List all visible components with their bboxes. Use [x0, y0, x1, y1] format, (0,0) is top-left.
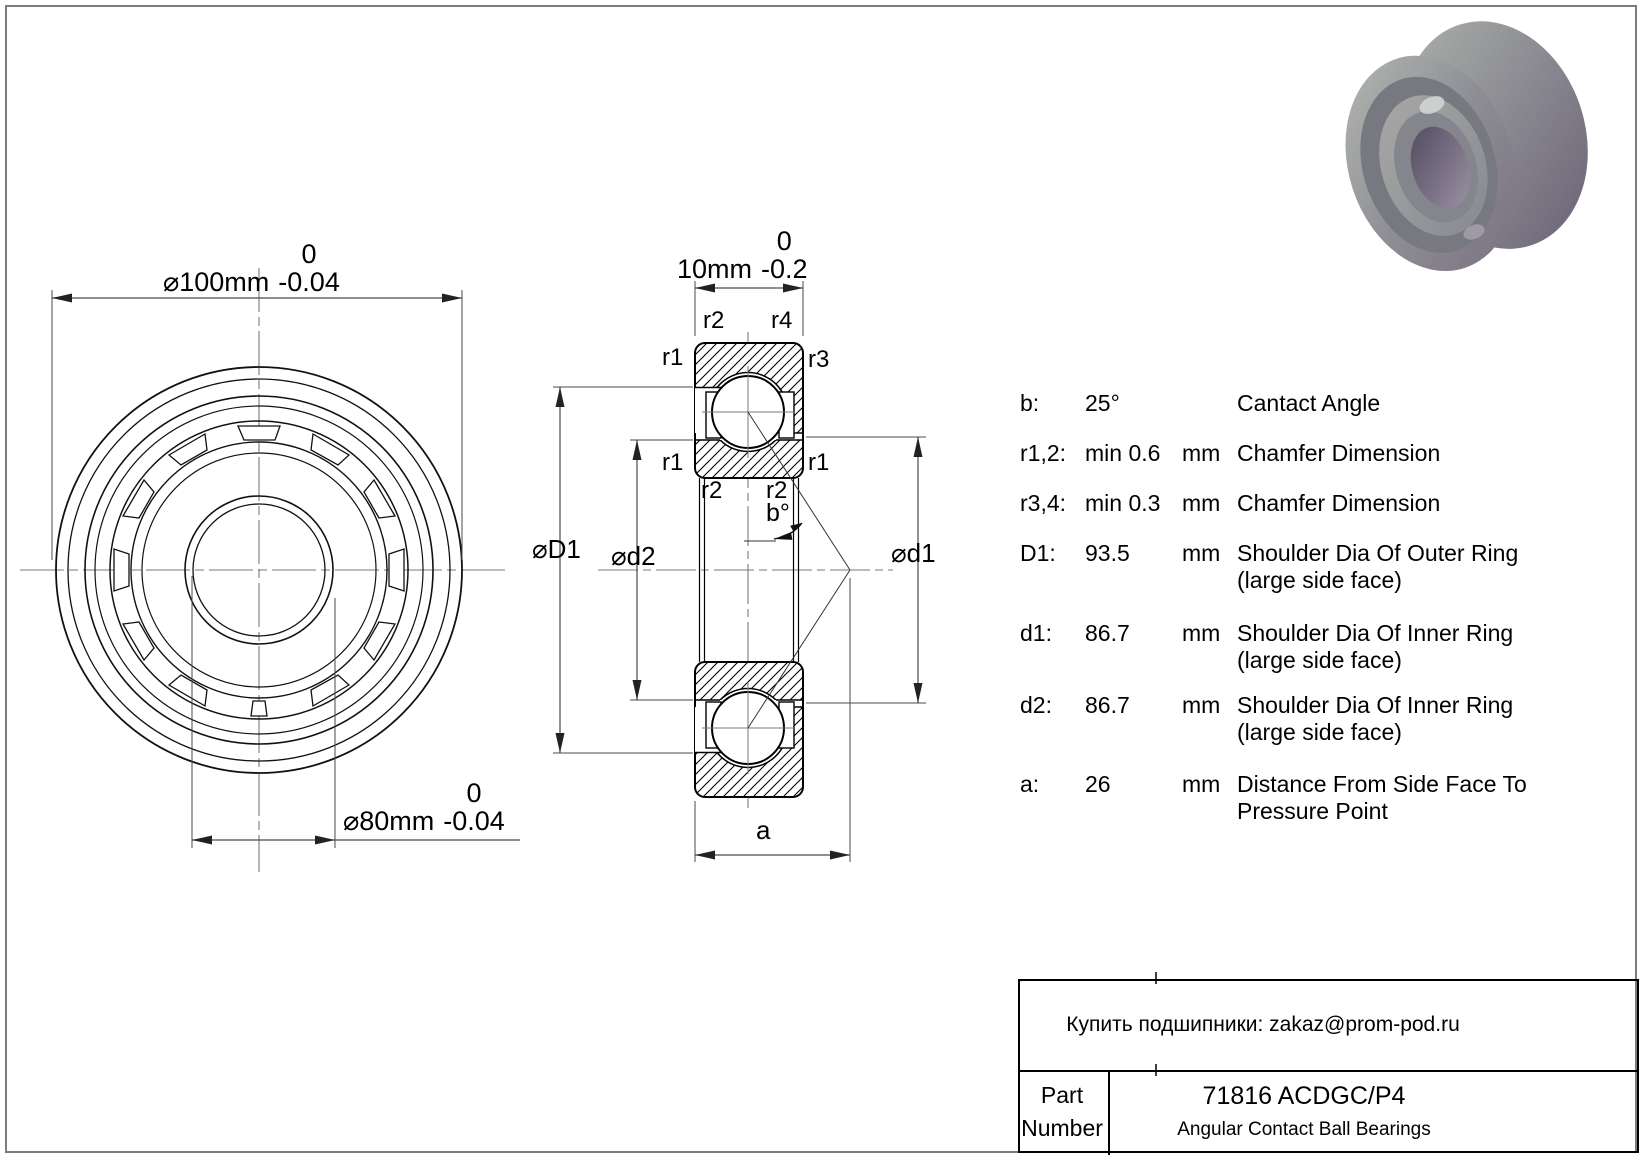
- label-dist-a: a: [756, 815, 771, 845]
- width-dimension-label: [677, 227, 808, 283]
- part-number-label-line1: Part: [1040, 1082, 1084, 1108]
- section-top-block: [694, 343, 803, 478]
- contact-line: Купить подшипники: zakaz@prom-pod.ru: [1066, 1013, 1460, 1036]
- width-dimension-value: 10mm: [677, 254, 753, 285]
- part-number-label-line2: Number: [1021, 1115, 1103, 1141]
- spec-desc-line2: Pressure Point: [1237, 798, 1388, 824]
- spec-unit: mm: [1182, 540, 1221, 566]
- spec-value: 86.7: [1085, 692, 1130, 718]
- spec-desc-line2: (large side face): [1237, 647, 1402, 673]
- label-r2-top-left: r2: [703, 307, 725, 334]
- label-r2-lower-left: r2: [701, 477, 723, 504]
- spec-value: 86.7: [1085, 620, 1130, 646]
- spec-desc-line2: (large side face): [1237, 719, 1402, 745]
- label-contact-angle: b°: [766, 499, 790, 527]
- spec-desc: Shoulder Dia Of Outer Ring: [1237, 540, 1519, 566]
- spec-value: 26: [1085, 771, 1111, 797]
- spec-value: min 0.6: [1085, 440, 1161, 466]
- spec-param: a:: [1020, 771, 1040, 797]
- spec-desc: Shoulder Dia Of Inner Ring: [1237, 692, 1514, 718]
- spec-param: r1,2:: [1020, 440, 1067, 466]
- spec-value: min 0.3: [1085, 490, 1161, 516]
- od-dimension-value: ⌀100mm: [163, 267, 270, 298]
- table-divider: [1020, 1070, 1637, 1072]
- label-r3-top-right: r3: [808, 346, 830, 373]
- label-r1-mid-left: r1: [662, 449, 684, 476]
- spec-desc: Distance From Side Face To: [1237, 771, 1527, 797]
- spec-unit: mm: [1182, 440, 1221, 466]
- spec-value: 93.5: [1085, 540, 1130, 566]
- part-number-value: 71816 ACDGC/P4: [1202, 1082, 1406, 1110]
- label-dia-d1: ⌀d1: [891, 538, 936, 568]
- bore-dimension-label: [343, 779, 505, 835]
- spec-param: d2:: [1020, 692, 1052, 718]
- section-bottom-block: [694, 662, 803, 797]
- label-r4-top-right: r4: [771, 307, 793, 334]
- spec-desc: Cantact Angle: [1237, 390, 1381, 416]
- label-dia-D1: ⌀D1: [532, 534, 581, 564]
- spec-desc: Shoulder Dia Of Inner Ring: [1237, 620, 1514, 646]
- spec-param: D1:: [1020, 540, 1056, 566]
- spec-unit: mm: [1182, 620, 1221, 646]
- bearing-3d-render: [1315, 0, 1617, 293]
- label-r1-top-left: r1: [662, 344, 684, 371]
- od-dimension-label: [163, 240, 340, 296]
- section-view: [553, 281, 926, 862]
- spec-desc: Chamfer Dimension: [1237, 490, 1441, 516]
- spec-unit: mm: [1182, 490, 1221, 516]
- label-r1-mid-right: r1: [808, 449, 830, 476]
- label-r2-lower-right: r2: [766, 477, 788, 504]
- width-tolerance: 0 -0.2: [761, 226, 808, 285]
- spec-param: b:: [1020, 390, 1040, 416]
- spec-unit: mm: [1182, 771, 1221, 797]
- spec-desc-line2: (large side face): [1237, 567, 1402, 593]
- spec-desc: Chamfer Dimension: [1237, 440, 1441, 466]
- spec-unit: mm: [1182, 692, 1221, 718]
- spec-value: 25°: [1085, 390, 1120, 416]
- bore-tolerance: 0 -0.04: [443, 778, 505, 837]
- spec-param: r3,4:: [1020, 490, 1067, 516]
- label-dia-d2: ⌀d2: [611, 541, 656, 571]
- spec-param: d1:: [1020, 620, 1052, 646]
- bearing-category: Angular Contact Ball Bearings: [1177, 1119, 1431, 1140]
- bore-dimension-value: ⌀80mm: [343, 806, 435, 837]
- od-tolerance: 0 -0.04: [278, 239, 340, 298]
